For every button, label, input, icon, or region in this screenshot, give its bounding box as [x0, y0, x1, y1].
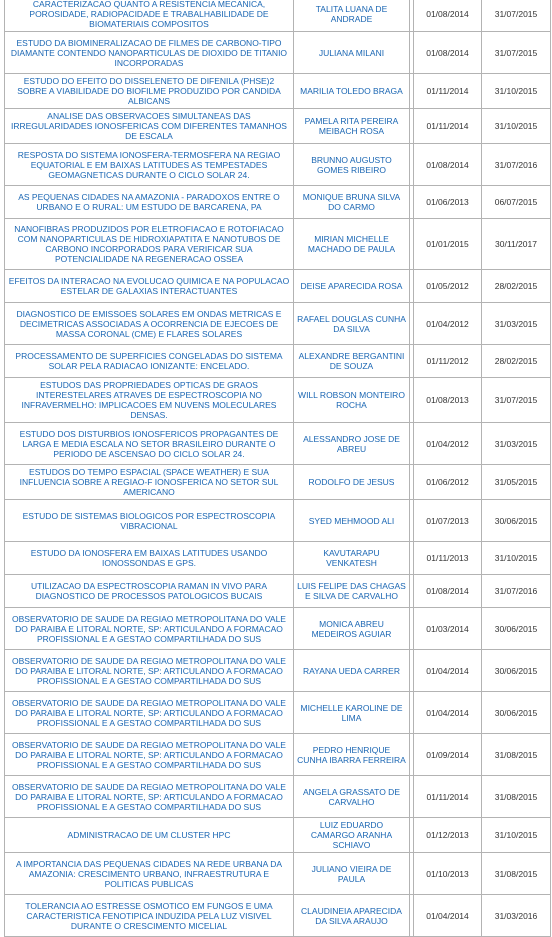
- table-row: [5, 818, 551, 853]
- end-date-cell: 31/07/2015: [482, 32, 551, 74]
- start-date-cell: 01/11/2014: [414, 776, 482, 818]
- table-row: [5, 734, 551, 776]
- start-date-cell: 01/10/2013: [414, 853, 482, 895]
- end-date-cell: 31/08/2015: [482, 776, 551, 818]
- project-title-cell: ANALISE DAS OBSERVACOES SIMULTANEAS DAS IRREGULARIDADES IONOSFERICAS COM DIFERENTES TAMANHOS DE ESCALA: [5, 109, 294, 144]
- project-title-cell: OBSERVATORIO DE SAUDE DA REGIAO METROPOLITANA DO VALE DO PARAIBA E LITORAL NORTE, SP: ARTICULANDO A FORMACAO PROFISSIONAL E A GESTAO COMPARTILHADA DO SUS: [5, 734, 294, 776]
- end-date-cell: 31/08/2015: [482, 853, 551, 895]
- table-row: [5, 378, 551, 423]
- project-title-cell: OBSERVATORIO DE SAUDE DA REGIAO METROPOLITANA DO VALE DO PARAIBA E LITORAL NORTE, SP: ARTICULANDO A FORMACAO PROFISSIONAL E A GESTAO COMPARTILHADA DO SUS: [5, 608, 294, 650]
- holder-name-cell: ALESSANDRO JOSE DE ABREU: [294, 423, 410, 465]
- end-date-cell: 31/03/2015: [482, 423, 551, 465]
- end-date-cell: 31/03/2016: [482, 895, 551, 937]
- start-date-cell: 01/04/2014: [414, 650, 482, 692]
- holder-name-cell: LUIZ EDUARDO CAMARGO ARANHA SCHIAVO: [294, 818, 410, 853]
- end-date-cell: 30/06/2015: [482, 650, 551, 692]
- end-date-cell: 31/10/2015: [482, 109, 551, 144]
- holder-name-cell: MONIQUE BRUNA SILVA DO CARMO: [294, 186, 410, 219]
- table-row: [5, 0, 551, 32]
- table-row: [5, 303, 551, 345]
- start-date-cell: 01/08/2014: [414, 575, 482, 608]
- project-title-cell: A IMPORTANCIA DAS PEQUENAS CIDADES NA REDE URBANA DA AMAZONIA: CRESCIMENTO URBANO, INFRAESTRUTURA E POLITICAS PUBLICAS: [5, 853, 294, 895]
- project-title-cell: CARACTERIZACAO QUANTO A RESISTENCIA MECANICA, POROSIDADE, RADIOPACIDADE E TRABALHABILIDADE DE BIOMATERIAIS COMPOSITOS: [5, 0, 294, 32]
- start-date-cell: 01/11/2012: [414, 345, 482, 378]
- project-title-cell: TOLERANCIA AO ESTRESSE OSMOTICO EM FUNGOS E UMA CARACTERISTICA FENOTIPICA INDUZIDA PELA LUZ VISIVEL DURANTE O CRESCIMENTO MICELIAL: [5, 895, 294, 937]
- project-title-cell: OBSERVATORIO DE SAUDE DA REGIAO METROPOLITANA DO VALE DO PARAIBA E LITORAL NORTE, SP: ARTICULANDO A FORMACAO PROFISSIONAL E A GESTAO COMPARTILHADA DO SUS: [5, 650, 294, 692]
- end-date-cell: 31/07/2016: [482, 575, 551, 608]
- start-date-cell: 01/08/2013: [414, 378, 482, 423]
- holder-name-cell: RAYANA UEDA CARRER: [294, 650, 410, 692]
- table-row: [5, 692, 551, 734]
- end-date-cell: 28/02/2015: [482, 270, 551, 303]
- holder-name-cell: RAFAEL DOUGLAS CUNHA DA SILVA: [294, 303, 410, 345]
- table-row: [5, 144, 551, 186]
- end-date-cell: 31/05/2015: [482, 465, 551, 500]
- holder-name-cell: PAMELA RITA PEREIRA MEIBACH ROSA: [294, 109, 410, 144]
- start-date-cell: 01/04/2012: [414, 303, 482, 345]
- table-row: [5, 608, 551, 650]
- holder-name-cell: RODOLFO DE JESUS: [294, 465, 410, 500]
- table-row: [5, 186, 551, 219]
- table-body: [5, 0, 551, 937]
- holder-name-cell: LUIS FELIPE DAS CHAGAS E SILVA DE CARVALHO: [294, 575, 410, 608]
- start-date-cell: 01/08/2014: [414, 144, 482, 186]
- project-title-cell: ESTUDO DA IONOSFERA EM BAIXAS LATITUDES USANDO IONOSSONDAS E GPS.: [5, 542, 294, 575]
- end-date-cell: 31/07/2015: [482, 378, 551, 423]
- start-date-cell: 01/06/2012: [414, 465, 482, 500]
- holder-name-cell: JULIANO VIEIRA DE PAULA: [294, 853, 410, 895]
- project-title-cell: ESTUDO DA BIOMINERALIZACAO DE FILMES DE CARBONO-TIPO DIAMANTE CONTENDO NANOPARTICULAS DE DIOXIDO DE TITANIO INCORPORADAS: [5, 32, 294, 74]
- holder-name-cell: MICHELLE KAROLINE DE LIMA: [294, 692, 410, 734]
- table-row: [5, 853, 551, 895]
- table-row: [5, 776, 551, 818]
- project-title-cell: ADMINISTRACAO DE UM CLUSTER HPC: [5, 818, 294, 853]
- end-date-cell: 28/02/2015: [482, 345, 551, 378]
- end-date-cell: 30/06/2015: [482, 692, 551, 734]
- end-date-cell: 31/10/2015: [482, 818, 551, 853]
- end-date-cell: 30/11/2017: [482, 219, 551, 270]
- holder-name-cell: JULIANA MILANI: [294, 32, 410, 74]
- start-date-cell: 01/11/2013: [414, 542, 482, 575]
- project-title-cell: ESTUDOS DAS PROPRIEDADES OPTICAS DE GRAOS INTERESTELARES ATRAVES DE ESPECTROSCOPIA NO INFRAVERMELHO: IMPLICACOES EM NUVENS MOLECULARES DENSAS.: [5, 378, 294, 423]
- project-title-cell: DIAGNOSTICO DE EMISSOES SOLARES EM ONDAS METRICAS E DECIMETRICAS ASSOCIADAS A OCORRENCIA DE EJECOES DE MASSA CORONAL (CME) E FLARES SOLARES: [5, 303, 294, 345]
- holder-name-cell: CLAUDINEIA APARECIDA DA SILVA ARAUJO: [294, 895, 410, 937]
- holder-name-cell: MONICA ABREU MEDEIROS AGUIAR: [294, 608, 410, 650]
- start-date-cell: 01/01/2015: [414, 219, 482, 270]
- project-title-cell: NANOFIBRAS PRODUZIDOS POR ELETROFIACAO E ROTOFIACAO COM NANOPARTICULAS DE HIDROXIAPATITA E NANOTUBOS DE CARBONO INCORPORADOS PARA VERIFICAR SUA POTENCIALIDADE NA REGENERACAO OSSEA: [5, 219, 294, 270]
- project-title-cell: UTILIZACAO DA ESPECTROSCOPIA RAMAN IN VIVO PARA DIAGNOSTICO DE PROCESSOS PATOLOGICOS BUCAIS: [5, 575, 294, 608]
- holder-name-cell: TALITA LUANA DE ANDRADE: [294, 0, 410, 32]
- start-date-cell: 01/07/2013: [414, 500, 482, 542]
- table-row: [5, 219, 551, 270]
- start-date-cell: 01/04/2012: [414, 423, 482, 465]
- project-title-cell: ESTUDO DOS DISTURBIOS IONOSFERICOS PROPAGANTES DE LARGA E MEDIA ESCALA NO SETOR BRASILEIRO DURANTE O PERIODO DE ASCENSAO DO CICLO SOLAR 24.: [5, 423, 294, 465]
- holder-name-cell: ALEXANDRE BERGANTINI DE SOUZA: [294, 345, 410, 378]
- project-title-cell: ESTUDOS DO TEMPO ESPACIAL (SPACE WEATHER) E SUA INFLUENCIA SOBRE A REGIAO-F IONOSFERICA NO SETOR SUL AMERICANO: [5, 465, 294, 500]
- start-date-cell: 01/03/2014: [414, 608, 482, 650]
- start-date-cell: 01/04/2014: [414, 692, 482, 734]
- holder-name-cell: MARILIA TOLEDO BRAGA: [294, 74, 410, 109]
- project-title-cell: ESTUDO DE SISTEMAS BIOLOGICOS POR ESPECTROSCOPIA VIBRACIONAL: [5, 500, 294, 542]
- holder-name-cell: KAVUTARAPU VENKATESH: [294, 542, 410, 575]
- start-date-cell: 01/11/2014: [414, 109, 482, 144]
- project-title-cell: OBSERVATORIO DE SAUDE DA REGIAO METROPOLITANA DO VALE DO PARAIBA E LITORAL NORTE, SP: ARTICULANDO A FORMACAO PROFISSIONAL E A GESTAO COMPARTILHADA DO SUS: [5, 776, 294, 818]
- end-date-cell: 30/06/2015: [482, 500, 551, 542]
- holder-name-cell: WILL ROBSON MONTEIRO ROCHA: [294, 378, 410, 423]
- start-date-cell: 01/06/2013: [414, 186, 482, 219]
- table-row: [5, 542, 551, 575]
- end-date-cell: 30/06/2015: [482, 608, 551, 650]
- end-date-cell: 31/10/2015: [482, 542, 551, 575]
- holder-name-cell: PEDRO HENRIQUE CUNHA IBARRA FERREIRA: [294, 734, 410, 776]
- start-date-cell: 01/12/2013: [414, 818, 482, 853]
- holder-name-cell: ANGELA GRASSATO DE CARVALHO: [294, 776, 410, 818]
- start-date-cell: 01/08/2014: [414, 32, 482, 74]
- holder-name-cell: BRUNNO AUGUSTO GOMES RIBEIRO: [294, 144, 410, 186]
- holder-name-cell: MIRIAN MICHELLE MACHADO DE PAULA: [294, 219, 410, 270]
- table-row: [5, 270, 551, 303]
- end-date-cell: 31/08/2015: [482, 734, 551, 776]
- start-date-cell: 01/11/2014: [414, 74, 482, 109]
- project-title-cell: ESTUDO DO EFEITO DO DISSELENETO DE DIFENILA (PHSE)2 SOBRE A VIABILIDADE DO BIOFILME PRODUZIDO POR CANDIDA ALBICANS: [5, 74, 294, 109]
- start-date-cell: 01/05/2012: [414, 270, 482, 303]
- start-date-cell: 01/08/2014: [414, 0, 482, 32]
- table-row: [5, 109, 551, 144]
- start-date-cell: 01/09/2014: [414, 734, 482, 776]
- project-title-cell: AS PEQUENAS CIDADES NA AMAZONIA - PARADOXOS ENTRE O URBANO E O RURAL: UM ESTUDO DE BARCARENA, PA: [5, 186, 294, 219]
- table-row: [5, 895, 551, 937]
- holder-name-cell: DEISE APARECIDA ROSA: [294, 270, 410, 303]
- table-row: [5, 74, 551, 109]
- project-title-cell: PROCESSAMENTO DE SUPERFICIES CONGELADAS DO SISTEMA SOLAR PELA RADIACAO IONIZANTE: ENCELADO.: [5, 345, 294, 378]
- project-title-cell: RESPOSTA DO SISTEMA IONOSFERA-TERMOSFERA NA REGIAO EQUATORIAL E EM BAIXAS LATITUDES AS TEMPESTADES GEOMAGNETICAS DURANTE O CICLO SOLAR 24.: [5, 144, 294, 186]
- table-row: [5, 500, 551, 542]
- project-title-cell: EFEITOS DA INTERACAO NA EVOLUCAO QUIMICA E NA POPULACAO ESTELAR DE GALAXIAS INTERACTUANTES: [5, 270, 294, 303]
- scholarship-table: [4, 0, 551, 937]
- end-date-cell: 31/10/2015: [482, 74, 551, 109]
- table-row: [5, 465, 551, 500]
- project-title-cell: OBSERVATORIO DE SAUDE DA REGIAO METROPOLITANA DO VALE DO PARAIBA E LITORAL NORTE, SP: ARTICULANDO A FORMACAO PROFISSIONAL E A GESTAO COMPARTILHADA DO SUS: [5, 692, 294, 734]
- table-row: [5, 345, 551, 378]
- table-row: [5, 650, 551, 692]
- end-date-cell: 31/03/2015: [482, 303, 551, 345]
- start-date-cell: 01/04/2014: [414, 895, 482, 937]
- end-date-cell: 31/07/2016: [482, 144, 551, 186]
- end-date-cell: 31/07/2015: [482, 0, 551, 32]
- table-row: [5, 32, 551, 74]
- table-row: [5, 423, 551, 465]
- end-date-cell: 06/07/2015: [482, 186, 551, 219]
- holder-name-cell: SYED MEHMOOD ALI: [294, 500, 410, 542]
- table-row: [5, 575, 551, 608]
